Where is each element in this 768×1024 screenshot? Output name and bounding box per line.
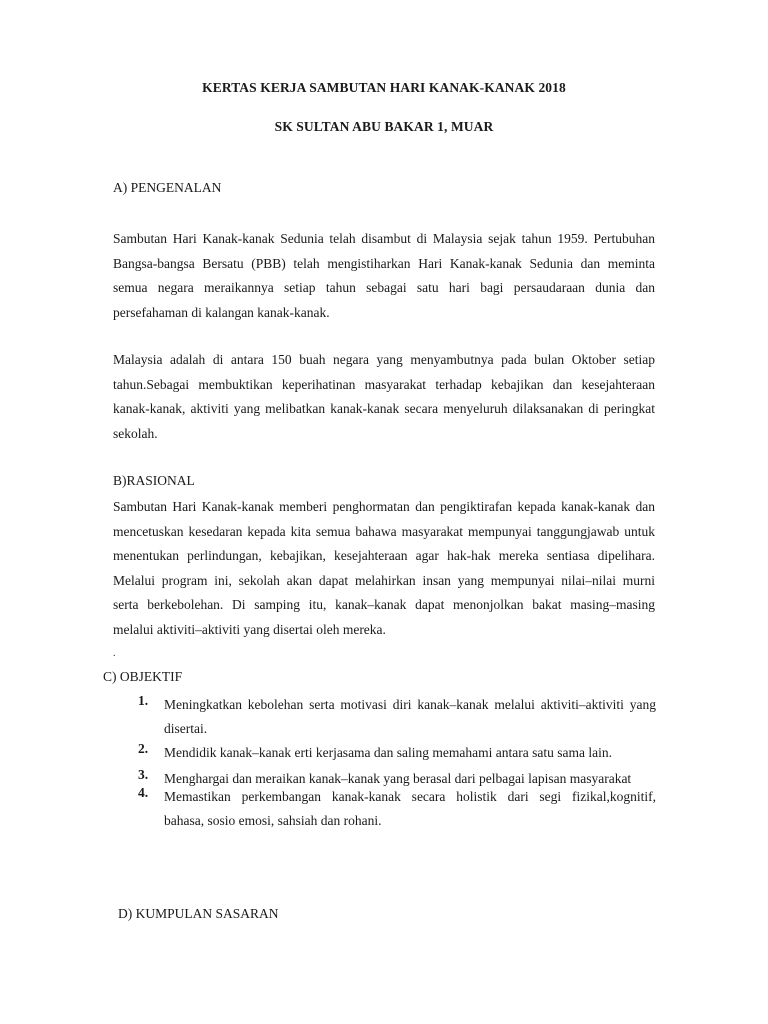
objective-line: Menghargai dan meraikan kanak–kanak yang berasal dari pelbagai lapisan masyarakat xyxy=(164,771,632,786)
objective-number: 4. xyxy=(138,785,149,800)
objective-text xyxy=(164,785,656,833)
paragraph-line: Melalui program ini, sekolah akan dapat melahirkan insan yang mempunyai nilai–nilai murni xyxy=(113,572,655,588)
paragraph-line: Malaysia adalah di antara 150 buah negara yang menyambutnya pada bulan Oktober setiap xyxy=(113,352,655,367)
paragraph-line: menentukan perlindungan, kebajikan, kesejahteraan agar hak-hak mereka sentiasa dipelihara. xyxy=(113,548,655,564)
paragraph-line: sekolah. xyxy=(113,425,158,441)
paragraph-line: Sambutan Hari Kanak-kanak memberi penghormatan dan pengiktirafan kepada kanak-kanak dan xyxy=(113,499,655,514)
objective-line: Meningkatkan kebolehan serta motivasi diri kanak–kanak melalui aktiviti–aktiviti yang xyxy=(164,697,656,712)
paragraph-line: semua negara meraikannya setiap tahun sebagai satu hari bagi persaudaraan dunia dan xyxy=(113,280,655,296)
section-a-heading: A) PENGENALAN xyxy=(113,180,222,195)
objective-line: disertai. xyxy=(164,721,208,736)
paragraph-line: kanak-kanak, aktiviti yang melibatkan kanak-kanak secara menyeluruh dilaksanakan di peringkat xyxy=(113,401,655,417)
section-c-heading: C) OBJEKTIF xyxy=(103,669,183,684)
objective-item-4 xyxy=(138,785,656,833)
paragraph-line: melalui aktiviti–aktiviti yang disertai oleh mereka. xyxy=(113,621,386,637)
paragraph-line: Sambutan Hari Kanak-kanak Sedunia telah disambut di Malaysia sejak tahun 1959. Pertubuhan xyxy=(113,231,655,246)
stray-dot: . xyxy=(113,648,116,659)
objective-number: 3. xyxy=(138,767,149,782)
paragraph-line: tahun.Sebagai membuktikan keperihatinan masyarakat terhadap kebajikan dan kesejahteraan xyxy=(113,376,655,392)
paragraph-line: persefahaman di kalangan kanak-kanak. xyxy=(113,304,330,320)
section-b-paragraph xyxy=(113,495,655,643)
objective-list xyxy=(138,693,656,833)
section-b-heading: B)RASIONAL xyxy=(113,473,195,488)
objective-item-2 xyxy=(138,741,656,765)
paragraph-line: mencetuskan kesedaran kepada kita semua bahawa masyarakat mempunyai tanggungjawab untuk xyxy=(113,523,655,539)
objective-line: Memastikan perkembangan kanak-kanak secara holistik dari segi fizikal,kognitif, xyxy=(164,789,656,804)
objective-number: 1. xyxy=(138,693,149,708)
objective-line: bahasa, sosio emosi, sahsiah dan rohani. xyxy=(164,813,382,828)
objective-item-1 xyxy=(138,693,656,741)
objective-number: 2. xyxy=(138,741,149,756)
document-subtitle: SK SULTAN ABU BAKAR 1, MUAR xyxy=(274,119,494,134)
objective-text xyxy=(164,741,656,765)
document-title: KERTAS KERJA SAMBUTAN HARI KANAK-KANAK 2018 xyxy=(202,80,566,95)
section-a-paragraph-1 xyxy=(113,227,655,325)
section-d-heading: D) KUMPULAN SASARAN xyxy=(118,906,279,921)
paragraph-line: serta berkebolehan. Di samping itu, kanak–kanak dapat menonjolkan bakat masing–masing xyxy=(113,597,655,613)
objective-item-3 xyxy=(138,767,656,785)
objective-line: Mendidik kanak–kanak erti kerjasama dan saling memahami antara satu sama lain. xyxy=(164,745,612,760)
section-a-paragraph-2 xyxy=(113,348,655,446)
paragraph-line: Bangsa-bangsa Bersatu (PBB) telah mengistiharkan Hari Kanak-kanak Sedunia dan meminta xyxy=(113,255,655,271)
objective-text xyxy=(164,693,656,741)
